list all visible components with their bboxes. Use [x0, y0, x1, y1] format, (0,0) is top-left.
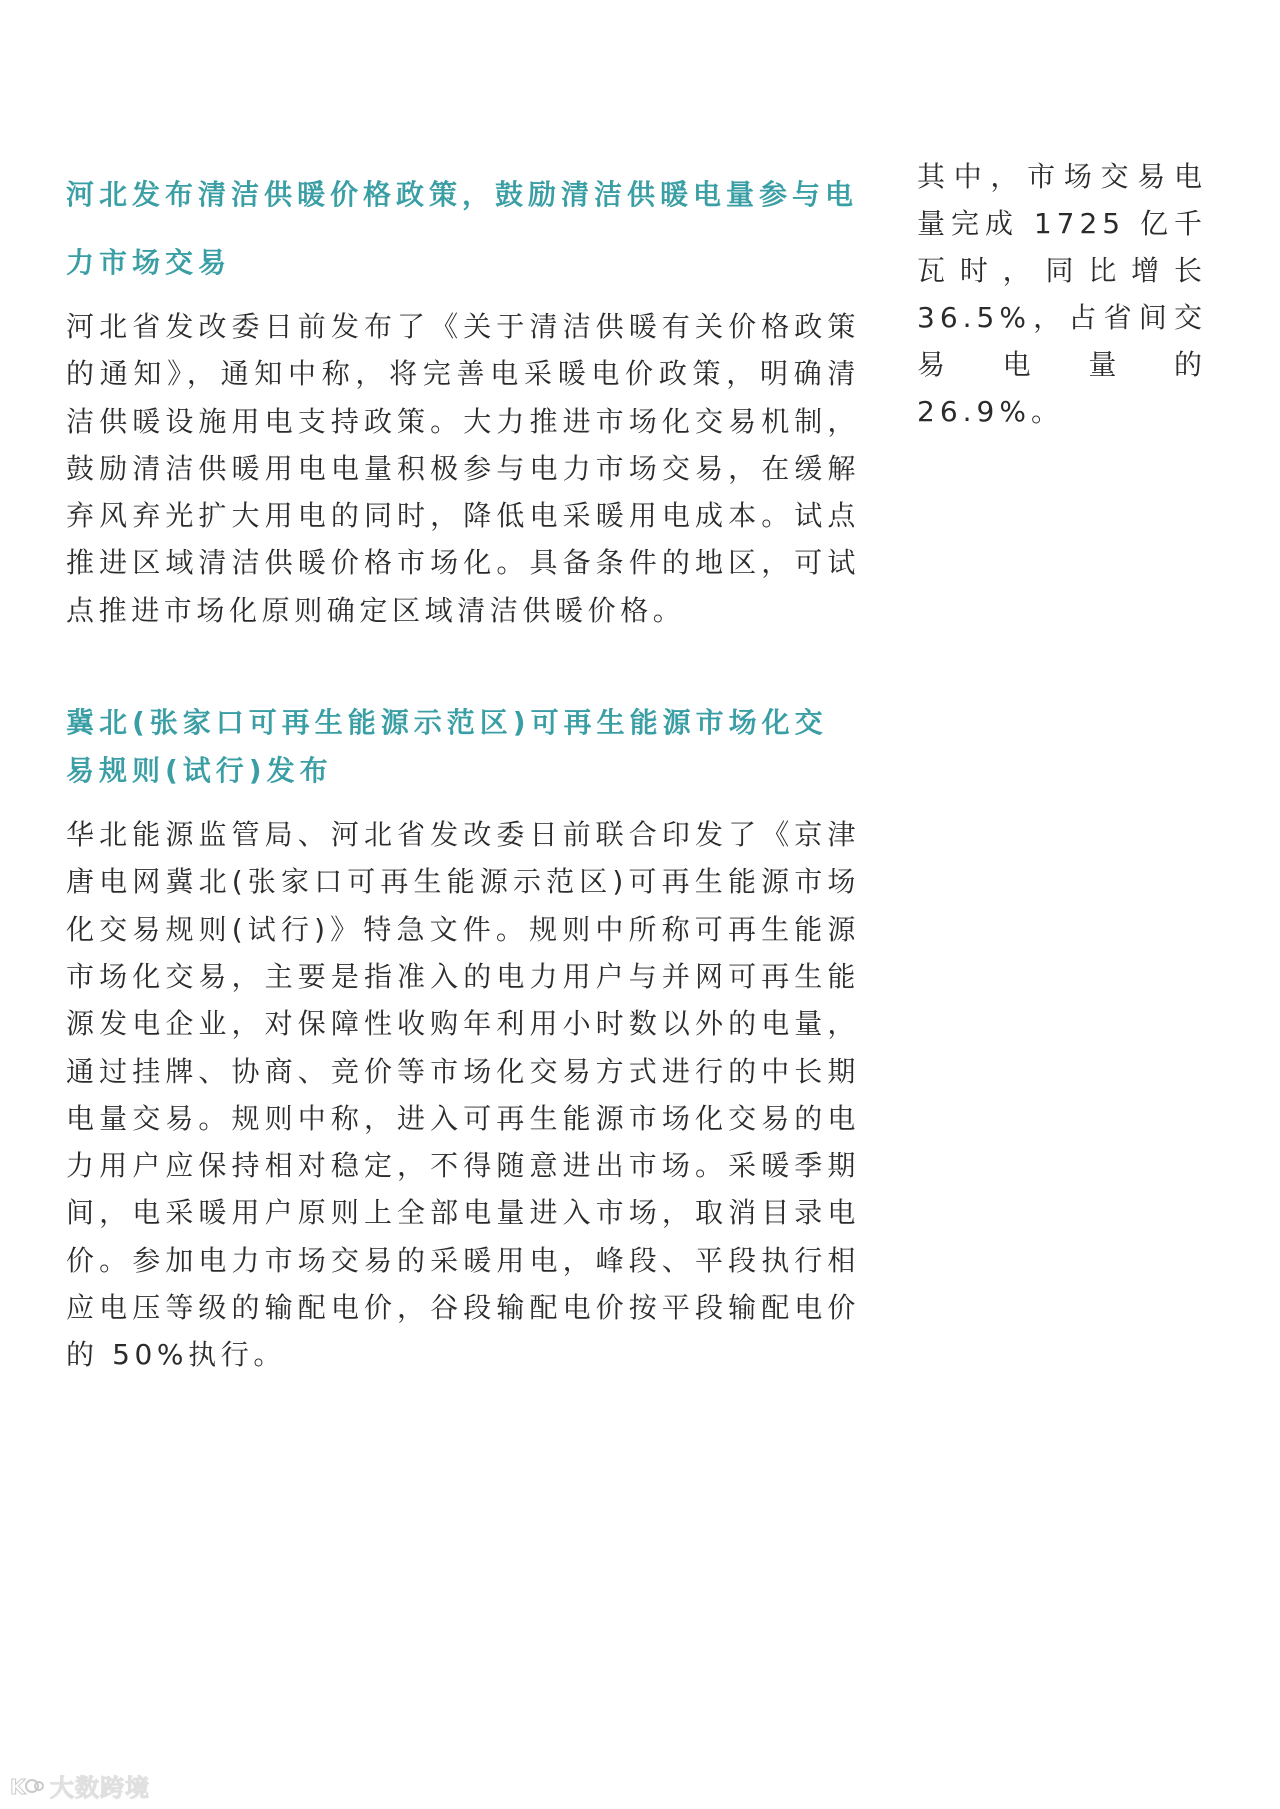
section-heading: 冀北(张家口可再生能源示范区)可再生能源市场化交易规则(试行)发布: [66, 706, 828, 788]
section-renewable-trading-rules: [66, 699, 860, 1379]
section-body: 华北能源监管局、河北省发改委日前联合印发了《京津唐电网冀北(张家口可再生能源示范区)可再生能源市场化交易规则(试行)》特急文件。规则中所称可再生能源市场化交易，主要是指准入的电力用户与并网可再生能源发电企业，对保障性收购年利用小时数以外的电量，通过挂牌、协商、竞价等市场化交易方式进行的中长期电量交易。规则中称，进入可再生能源市场化交易的电力用户应保持相对稳定，不得随意进出市场。采暖季期间，电采暖用户原则上全部电量进入市场，取消目录电价。参加电力市场交易的采暖用电，峰段、平段执行相应电压等级的输配电价，谷段输配电价按平段输配电价的 50%执行。: [66, 818, 860, 1372]
watermark-text: 大数跨境: [50, 1774, 150, 1802]
watermark-logo-icon: [10, 1773, 44, 1799]
section-clean-heating-price-policy: [66, 161, 860, 634]
watermark: [10, 1768, 150, 1803]
sidebar-note: 其中，市场交易电量完成 1725 亿千瓦时，同比增长 36.5%，占省间交易电量的 26.9%。: [917, 160, 1207, 428]
svg-text:K: K: [10, 1774, 26, 1799]
side-column: [917, 160, 1207, 435]
section-body: 河北省发改委日前发布了《关于清洁供暖有关价格政策的通知》，通知中称，将完善电采暖电价政策，明确清洁供暖设施用电支持政策。大力推进市场化交易机制，鼓励清洁供暖用电电量积极参与电力市场交易，在缓解弃风弃光扩大用电的同时，降低电采暖用电成本。试点推进区域清洁供暖价格市场化。具备条件的地区，可试点推进市场化原则确定区域清洁供暖价格。: [66, 310, 860, 627]
section-heading: 河北发布清洁供暖价格政策，鼓励清洁供暖电量参与电力市场交易: [66, 178, 859, 279]
main-column: [66, 175, 860, 1379]
